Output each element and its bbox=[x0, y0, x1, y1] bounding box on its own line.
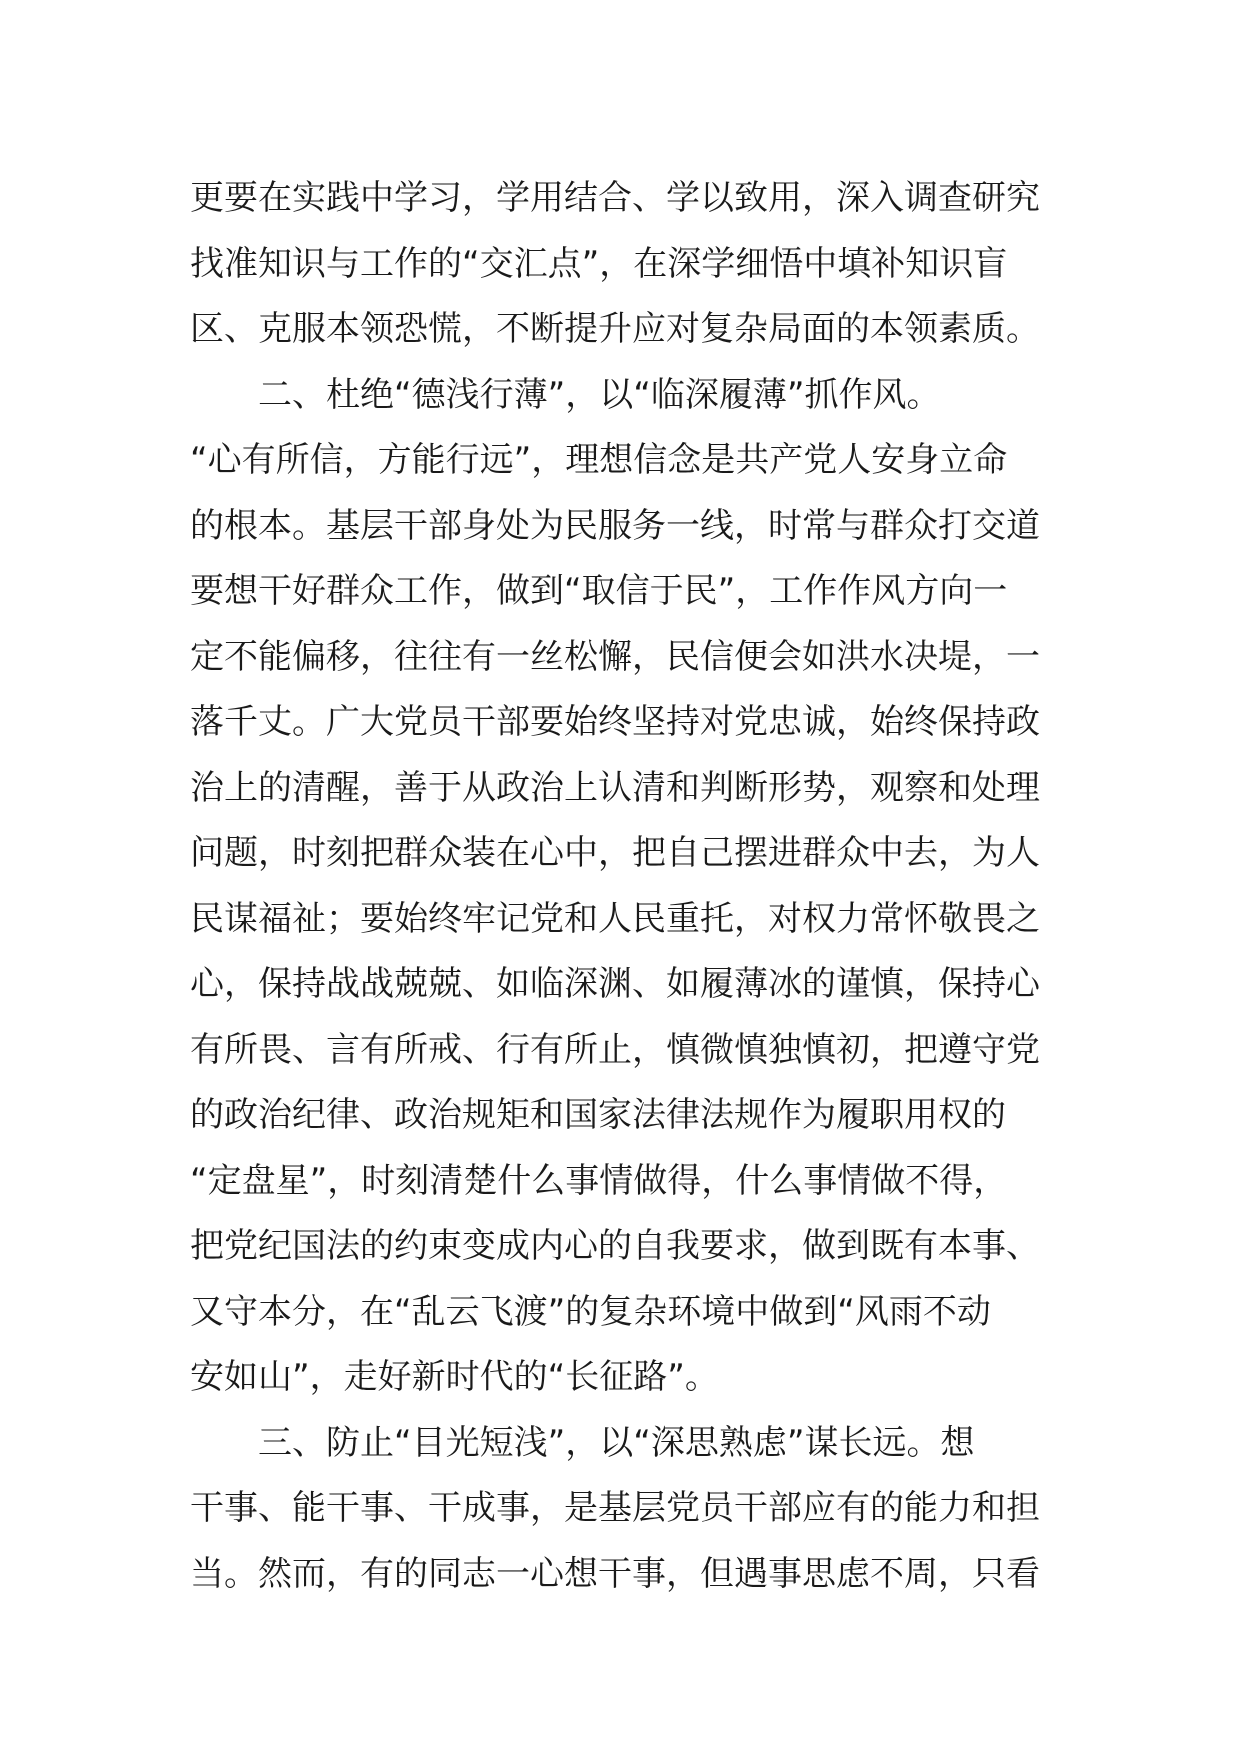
text-line: 问题，时刻把群众装在心中，把自己摆进群众中去，为人 bbox=[190, 833, 1040, 873]
text-line: 有所畏、言有所戒、行有所止，慎微慎独慎初，把遵守党 bbox=[190, 1029, 1040, 1070]
text-line: 心，保持战战兢兢、如临深渊、如履薄冰的谨慎，保持心 bbox=[190, 964, 1040, 1004]
text-line: 又守本分，在“乱云飞渡”的复杂环境中做到“风雨不动 bbox=[190, 1291, 991, 1332]
section-heading-line: 二、杜绝“德浅行薄”，以“临深履薄”抓作风。 bbox=[258, 374, 941, 415]
text-line: 要想干好群众工作，做到“取信于民”，工作作风方向一 bbox=[190, 571, 1008, 611]
text-line: 区、克服本领恐慌，不断提升应对复杂局面的本领素质。 bbox=[190, 309, 1040, 349]
text-line: 的政治纪律、政治规矩和国家法律法规作为履职用权的 bbox=[190, 1095, 1006, 1135]
text-line: 把党纪国法的约束变成内心的自我要求，做到既有本事、 bbox=[190, 1226, 1040, 1266]
body-text bbox=[190, 166, 1060, 1607]
section-heading-line: 三、防止“目光短浅”，以“深思熟虑”谋长远。想 bbox=[258, 1422, 975, 1463]
text-line: 落千丈。广大党员干部要始终坚持对党忠诚，始终保持政 bbox=[190, 702, 1040, 742]
text-line: “心有所信，方能行远”，理想信念是共产党人安身立命 bbox=[190, 440, 1008, 480]
text-line: 安如山”，走好新时代的“长征路”。 bbox=[190, 1357, 719, 1397]
text-line: “定盘星”，时刻清楚什么事情做得，什么事情做不得， bbox=[190, 1160, 1008, 1201]
text-line: 的根本。基层干部身处为民服务一线，时常与群众打交道 bbox=[190, 505, 1040, 546]
text-line: 当。然而，有的同志一心想干事，但遇事思虑不周，只看 bbox=[190, 1553, 1040, 1594]
text-line: 更要在实践中学习，学用结合、学以致用，深入调查研究 bbox=[190, 178, 1040, 218]
text-line: 找准知识与工作的“交汇点”，在深学细悟中填补知识盲 bbox=[190, 243, 1008, 284]
text-line: 干事、能干事、干成事，是基层党员干部应有的能力和担 bbox=[190, 1488, 1040, 1528]
text-line: 定不能偏移，往往有一丝松懈，民信便会如洪水决堤，一 bbox=[190, 636, 1040, 677]
text-line: 治上的清醒，善于从政治上认清和判断形势，观察和处理 bbox=[190, 767, 1040, 808]
text-line: 民谋福祉；要始终牢记党和人民重托，对权力常怀敬畏之 bbox=[190, 898, 1040, 939]
